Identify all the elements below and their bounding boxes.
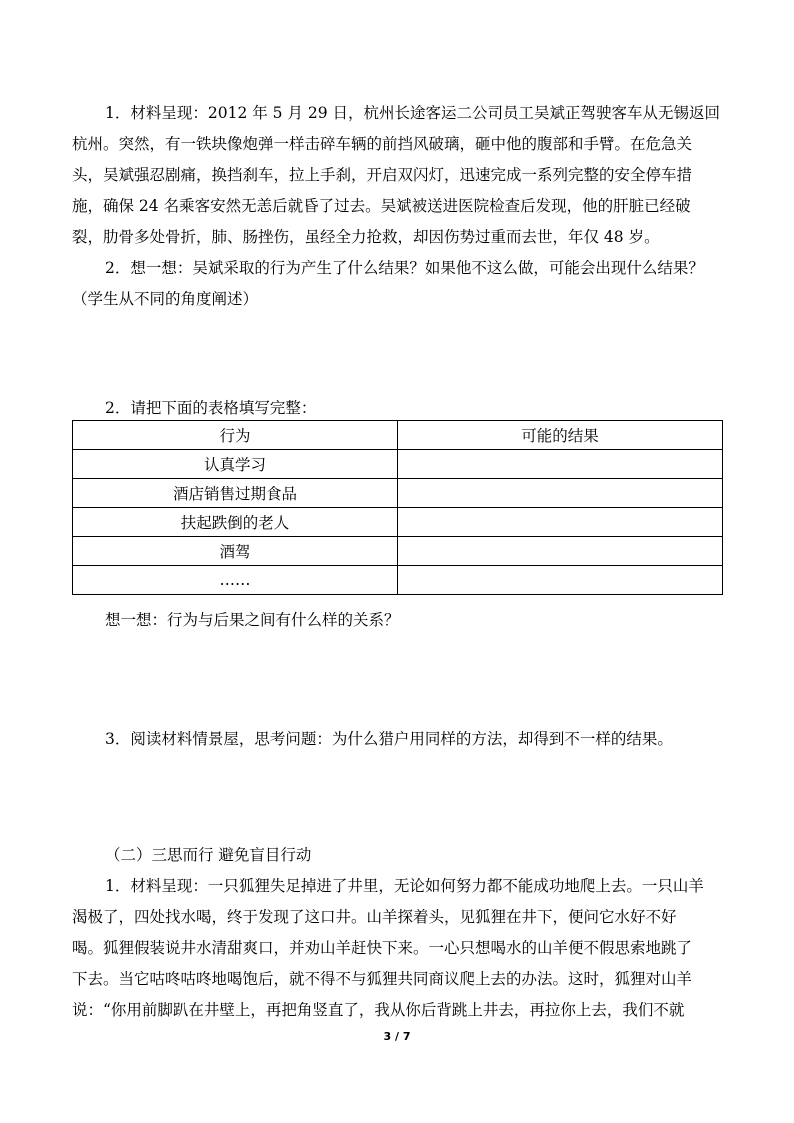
text-line: 施，确保 24 名乘客安然无恙后就昏了过去。吴斌被送进医院检查后发现，他的肝脏已经破 bbox=[72, 197, 691, 215]
text-line: 2．想一想：吴斌采取的行为产生了什么结果？如果他不这么做，可能会出现什么结果？ bbox=[105, 259, 704, 277]
text-line: （学生从不同的角度阐述） bbox=[72, 290, 259, 308]
text-line: 头，吴斌强忍剧痛，换挡刹车，拉上手刹，开启双闪灯，迅速完成一系列完整的安全停车措 bbox=[72, 166, 693, 184]
text-line: 喝。狐狸假装说井水清甜爽口，并劝山羊赶快下来。一心只想喝水的山羊便不假思索地跳了 bbox=[72, 939, 693, 957]
table-cell-result[interactable] bbox=[398, 450, 723, 479]
table-header-result: 可能的结果 bbox=[398, 421, 723, 450]
table-cell-result[interactable] bbox=[398, 537, 723, 566]
text-line: 说：“你用前脚趴在井壁上，再把角竖直了，我从你后背跳上井去，再拉你上去，我们不就 bbox=[72, 1001, 685, 1019]
behavior-result-table bbox=[72, 420, 723, 595]
table-cell-behavior: 酒店销售过期食品 bbox=[73, 479, 398, 508]
table-cell-behavior: 认真学习 bbox=[73, 450, 398, 479]
think-question-1 bbox=[72, 253, 722, 315]
table-cell-result[interactable] bbox=[398, 566, 723, 595]
text-line: 杭州。突然，有一铁块像炮弹一样击碎车辆的前挡风破璃，砸中他的腹部和手臂。在危急关 bbox=[72, 135, 693, 153]
table-header-behavior: 行为 bbox=[73, 421, 398, 450]
think-question-2: 想一想：行为与后果之间有什么样的关系？ bbox=[105, 611, 400, 629]
text-line: 下去。当它咕咚咕咚地喝饱后，就不得不与狐狸共同商议爬上去的办法。这时，狐狸对山羊 bbox=[72, 970, 693, 988]
material-paragraph-1 bbox=[72, 98, 722, 253]
text-line: 1．材料呈现：一只狐狸失足掉进了井里，无论如何努力都不能成功地爬上去。一只山羊 bbox=[105, 877, 704, 895]
text-line: 1．材料呈现：2012 年 5 月 29 日，杭州长途客运二公司员工吴斌正驾驶客车从无锡返回 bbox=[105, 104, 721, 122]
material-paragraph-2 bbox=[72, 871, 722, 1026]
reading-question-3: 3．阅读材料情景屋，思考问题：为什么猎户用同样的方法，却得到不一样的结果。 bbox=[105, 730, 673, 748]
table-row bbox=[73, 566, 723, 595]
section-heading: （二）三思而行 避免盲目行动 bbox=[105, 846, 312, 864]
page-number: 3 / 7 bbox=[383, 1030, 411, 1043]
table-cell-behavior: …… bbox=[73, 566, 398, 595]
text-line: 渴极了，四处找水喝，终于发现了这口井。山羊探着头，见狐狸在井下，便问它水好不好 bbox=[72, 908, 677, 926]
table-cell-behavior: 扶起跌倒的老人 bbox=[73, 508, 398, 537]
table-row bbox=[73, 508, 723, 537]
table-cell-result[interactable] bbox=[398, 508, 723, 537]
table-instruction: 2．请把下面的表格填写完整： bbox=[105, 399, 317, 417]
table-row bbox=[73, 537, 723, 566]
table-row bbox=[73, 479, 723, 508]
table-cell-behavior: 酒驾 bbox=[73, 537, 398, 566]
table-row bbox=[73, 450, 723, 479]
text-line: 裂，肋骨多处骨折，肺、肠挫伤，虽经全力抢救，却因伤势过重而去世，年仅 48 岁。 bbox=[72, 228, 660, 246]
table-cell-result[interactable] bbox=[398, 479, 723, 508]
table-header-row bbox=[73, 421, 723, 450]
